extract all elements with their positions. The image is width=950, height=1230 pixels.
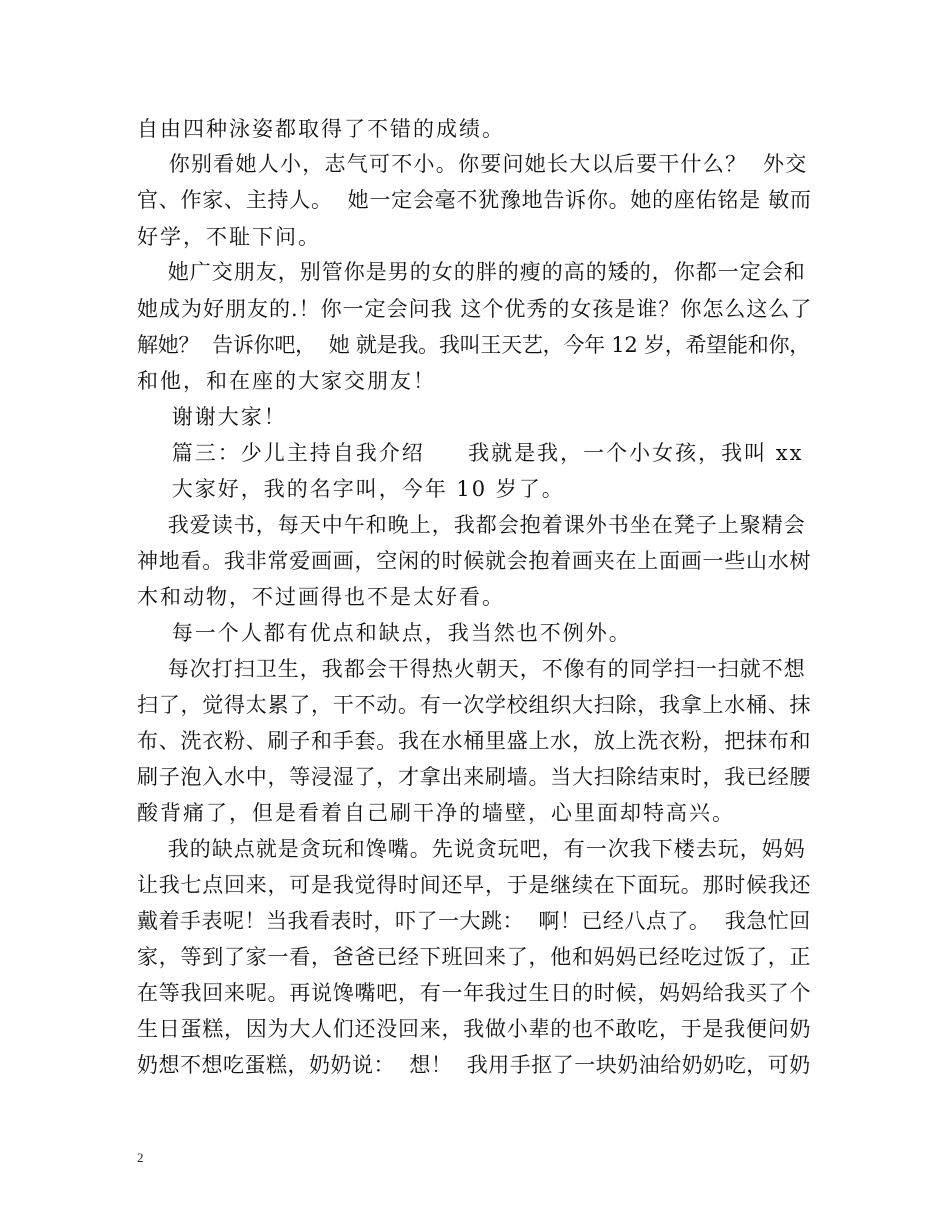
text-line: 刷子泡入水中，等浸湿了，才拿出来刷墙。当大扫除结束时，我已经腰: [137, 765, 812, 789]
text-line: 在等我回来呢。再说馋嘴吧，有一年我过生日的时候，妈妈给我买了个: [137, 981, 812, 1005]
text-line: 生日蛋糕，因为大人们还没回来，我做小辈的也不敢吃，于是我便问奶: [137, 1017, 812, 1041]
text-line: 谢谢大家！: [137, 405, 287, 429]
text-line: 她成为好朋友的.！你一定会问我 这个优秀的女孩是谁？你怎么这么了: [137, 297, 813, 321]
text-line: 你别看她人小，志气可不小。你要问她长大以后要干什么？ 外交: [137, 152, 808, 176]
text-line: 她广交朋友，别管你是男的女的胖的瘦的高的矮的，你都一定会和: [137, 260, 806, 284]
text-line: 官、作家、主持人。 她一定会毫不犹豫地告诉你。她的座佑铭是 敏而: [137, 188, 812, 212]
text-line: 家，等到了家一看，爸爸已经下班回来了，他和妈妈已经吃过饭了，正: [137, 945, 812, 969]
text-line: 木和动物，不过画得也不是太好看。: [137, 585, 505, 609]
text-line: 扫了，觉得太累了，干不动。有一次学校组织大扫除，我拿上水桶、抹: [137, 693, 812, 717]
text-line: 让我七点回来，可是我觉得时间还早，于是继续在下面玩。那时候我还: [137, 873, 812, 897]
section-heading-line: 篇三：少儿主持自我介绍 我就是我，一个小女孩，我叫 xx: [137, 441, 804, 465]
text-line: 自由四种泳姿都取得了不错的成绩。: [137, 117, 505, 141]
text-line: 戴着手表呢！当我看表时，吓了一大跳： 啊！已经八点了。 我急忙回: [137, 909, 811, 933]
text-line: 好学，不耻下问。: [137, 225, 321, 249]
text-line: 大家好，我的名字叫，今年 10 岁了。: [137, 477, 565, 501]
text-line: 我爱读书，每天中午和晚上，我都会抱着课外书坐在凳子上聚精会: [137, 513, 806, 537]
text-line: 酸背痛了，但是看着自己刷干净的墙壁，心里面却特高兴。: [137, 801, 735, 825]
text-line: 布、洗衣粉、刷子和手套。我在水桶里盛上水，放上洗衣粉，把抹布和: [137, 729, 812, 753]
text-line: 每一个人都有优点和缺点，我当然也不例外。: [137, 621, 632, 645]
text-line: 和他，和在座的大家交朋友！: [137, 369, 436, 393]
text-line: 每次打扫卫生，我都会干得热火朝天，不像有的同学扫一扫就不想: [137, 657, 806, 681]
text-line: 我的缺点就是贪玩和馋嘴。先说贪玩吧，有一次我下楼去玩，妈妈: [137, 837, 806, 861]
text-line: 神地看。我非常爱画画，空闲的时候就会抱着画夹在上面画一些山水树: [137, 549, 812, 573]
text-line: 解她？ 告诉你吧， 她 就是我。我叫王天艺，今年 12 岁，希望能和你，: [137, 333, 810, 357]
text-line: 奶想不想吃蛋糕，奶奶说： 想！ 我用手抠了一块奶油给奶奶吃，可奶: [137, 1053, 811, 1077]
page-number: 2: [137, 1150, 144, 1165]
